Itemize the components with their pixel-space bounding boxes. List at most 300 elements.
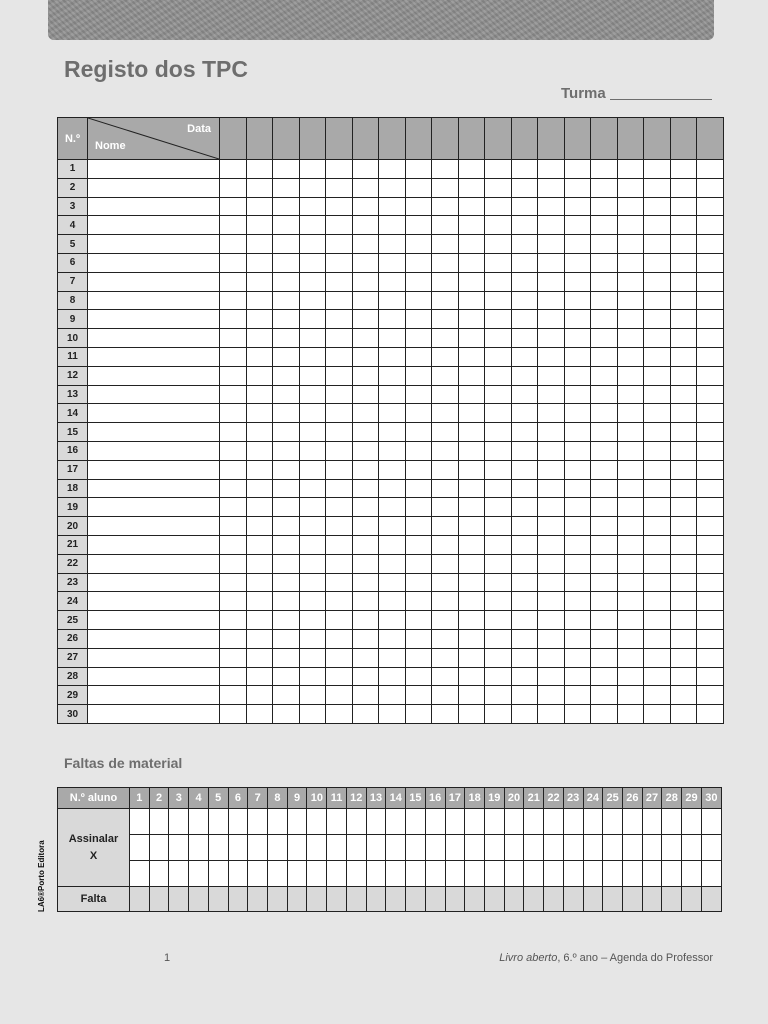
mark-cell[interactable]	[327, 835, 347, 861]
date-cell[interactable]	[299, 160, 326, 179]
date-cell[interactable]	[485, 160, 512, 179]
date-cell[interactable]	[379, 573, 406, 592]
date-cell[interactable]	[670, 253, 697, 272]
falta-cell[interactable]	[682, 887, 702, 912]
date-cell[interactable]	[273, 197, 300, 216]
date-cell[interactable]	[485, 592, 512, 611]
date-cell[interactable]	[564, 686, 591, 705]
date-cell[interactable]	[485, 573, 512, 592]
date-cell[interactable]	[220, 592, 247, 611]
mark-cell[interactable]	[544, 835, 564, 861]
date-cell[interactable]	[644, 573, 671, 592]
date-cell[interactable]	[352, 592, 379, 611]
date-cell[interactable]	[617, 479, 644, 498]
mark-cell[interactable]	[662, 861, 682, 887]
date-cell[interactable]	[511, 667, 538, 686]
date-cell[interactable]	[458, 460, 485, 479]
date-cell[interactable]	[511, 385, 538, 404]
date-column-header[interactable]	[458, 118, 485, 160]
mark-cell[interactable]	[603, 835, 623, 861]
name-cell[interactable]	[88, 385, 220, 404]
date-column-header[interactable]	[697, 118, 724, 160]
date-cell[interactable]	[326, 197, 353, 216]
date-cell[interactable]	[299, 272, 326, 291]
name-cell[interactable]	[88, 592, 220, 611]
date-cell[interactable]	[644, 686, 671, 705]
date-cell[interactable]	[352, 517, 379, 536]
date-cell[interactable]	[432, 310, 459, 329]
date-cell[interactable]	[617, 686, 644, 705]
date-cell[interactable]	[591, 197, 618, 216]
mark-cell[interactable]	[169, 809, 189, 835]
mark-cell[interactable]	[701, 861, 721, 887]
falta-cell[interactable]	[287, 887, 307, 912]
date-cell[interactable]	[591, 178, 618, 197]
date-cell[interactable]	[644, 535, 671, 554]
date-cell[interactable]	[273, 235, 300, 254]
date-cell[interactable]	[511, 253, 538, 272]
date-cell[interactable]	[246, 310, 273, 329]
mark-cell[interactable]	[130, 835, 150, 861]
date-cell[interactable]	[538, 479, 565, 498]
date-cell[interactable]	[564, 460, 591, 479]
date-cell[interactable]	[352, 535, 379, 554]
date-cell[interactable]	[511, 441, 538, 460]
date-cell[interactable]	[326, 535, 353, 554]
name-cell[interactable]	[88, 441, 220, 460]
date-column-header[interactable]	[485, 118, 512, 160]
mark-cell[interactable]	[544, 861, 564, 887]
date-cell[interactable]	[273, 460, 300, 479]
date-cell[interactable]	[458, 535, 485, 554]
date-cell[interactable]	[591, 216, 618, 235]
name-cell[interactable]	[88, 291, 220, 310]
date-cell[interactable]	[670, 441, 697, 460]
date-cell[interactable]	[564, 329, 591, 348]
mark-cell[interactable]	[524, 809, 544, 835]
date-cell[interactable]	[670, 404, 697, 423]
mark-cell[interactable]	[386, 835, 406, 861]
date-cell[interactable]	[564, 216, 591, 235]
date-cell[interactable]	[670, 235, 697, 254]
date-cell[interactable]	[644, 216, 671, 235]
date-cell[interactable]	[591, 686, 618, 705]
falta-cell[interactable]	[248, 887, 268, 912]
date-cell[interactable]	[564, 667, 591, 686]
name-cell[interactable]	[88, 197, 220, 216]
date-cell[interactable]	[352, 667, 379, 686]
date-cell[interactable]	[511, 235, 538, 254]
date-column-header[interactable]	[299, 118, 326, 160]
mark-cell[interactable]	[406, 809, 426, 835]
date-cell[interactable]	[617, 347, 644, 366]
date-cell[interactable]	[458, 404, 485, 423]
mark-cell[interactable]	[208, 861, 228, 887]
date-cell[interactable]	[405, 423, 432, 442]
date-cell[interactable]	[273, 404, 300, 423]
date-cell[interactable]	[379, 235, 406, 254]
date-cell[interactable]	[564, 573, 591, 592]
date-cell[interactable]	[511, 479, 538, 498]
date-cell[interactable]	[458, 517, 485, 536]
date-cell[interactable]	[246, 686, 273, 705]
date-cell[interactable]	[591, 554, 618, 573]
date-cell[interactable]	[432, 573, 459, 592]
date-cell[interactable]	[538, 648, 565, 667]
date-cell[interactable]	[326, 329, 353, 348]
date-cell[interactable]	[591, 479, 618, 498]
date-cell[interactable]	[511, 648, 538, 667]
date-cell[interactable]	[273, 479, 300, 498]
date-cell[interactable]	[432, 160, 459, 179]
date-cell[interactable]	[538, 592, 565, 611]
date-cell[interactable]	[246, 253, 273, 272]
date-cell[interactable]	[299, 705, 326, 724]
falta-cell[interactable]	[386, 887, 406, 912]
date-cell[interactable]	[591, 611, 618, 630]
falta-cell[interactable]	[208, 887, 228, 912]
date-cell[interactable]	[564, 160, 591, 179]
date-cell[interactable]	[273, 329, 300, 348]
date-column-header[interactable]	[405, 118, 432, 160]
date-cell[interactable]	[458, 310, 485, 329]
date-cell[interactable]	[564, 629, 591, 648]
date-cell[interactable]	[273, 272, 300, 291]
date-cell[interactable]	[485, 404, 512, 423]
date-column-header[interactable]	[432, 118, 459, 160]
date-cell[interactable]	[246, 648, 273, 667]
date-cell[interactable]	[697, 366, 724, 385]
date-cell[interactable]	[299, 366, 326, 385]
mark-cell[interactable]	[682, 809, 702, 835]
date-cell[interactable]	[644, 160, 671, 179]
date-cell[interactable]	[564, 705, 591, 724]
date-cell[interactable]	[432, 686, 459, 705]
date-cell[interactable]	[670, 460, 697, 479]
name-cell[interactable]	[88, 517, 220, 536]
date-cell[interactable]	[591, 498, 618, 517]
date-cell[interactable]	[220, 385, 247, 404]
date-cell[interactable]	[670, 178, 697, 197]
date-cell[interactable]	[326, 160, 353, 179]
date-cell[interactable]	[405, 667, 432, 686]
date-cell[interactable]	[458, 611, 485, 630]
mark-cell[interactable]	[622, 861, 642, 887]
date-cell[interactable]	[273, 366, 300, 385]
date-cell[interactable]	[246, 498, 273, 517]
date-cell[interactable]	[670, 479, 697, 498]
date-cell[interactable]	[644, 347, 671, 366]
date-cell[interactable]	[458, 272, 485, 291]
date-cell[interactable]	[246, 347, 273, 366]
date-cell[interactable]	[379, 629, 406, 648]
date-cell[interactable]	[644, 385, 671, 404]
date-cell[interactable]	[246, 535, 273, 554]
date-cell[interactable]	[432, 648, 459, 667]
date-cell[interactable]	[405, 592, 432, 611]
date-cell[interactable]	[617, 423, 644, 442]
date-cell[interactable]	[273, 291, 300, 310]
date-cell[interactable]	[220, 404, 247, 423]
date-cell[interactable]	[644, 629, 671, 648]
date-cell[interactable]	[220, 498, 247, 517]
date-cell[interactable]	[670, 629, 697, 648]
date-cell[interactable]	[564, 197, 591, 216]
date-cell[interactable]	[273, 517, 300, 536]
date-cell[interactable]	[538, 197, 565, 216]
date-cell[interactable]	[617, 535, 644, 554]
date-cell[interactable]	[352, 479, 379, 498]
date-cell[interactable]	[591, 648, 618, 667]
date-cell[interactable]	[591, 310, 618, 329]
date-cell[interactable]	[485, 197, 512, 216]
date-cell[interactable]	[697, 178, 724, 197]
date-cell[interactable]	[299, 253, 326, 272]
date-cell[interactable]	[246, 423, 273, 442]
date-cell[interactable]	[246, 216, 273, 235]
date-cell[interactable]	[511, 160, 538, 179]
falta-cell[interactable]	[484, 887, 504, 912]
date-cell[interactable]	[485, 667, 512, 686]
date-cell[interactable]	[405, 479, 432, 498]
date-cell[interactable]	[220, 479, 247, 498]
date-cell[interactable]	[591, 160, 618, 179]
date-cell[interactable]	[697, 648, 724, 667]
date-cell[interactable]	[538, 160, 565, 179]
date-cell[interactable]	[352, 648, 379, 667]
date-cell[interactable]	[432, 498, 459, 517]
falta-cell[interactable]	[307, 887, 327, 912]
date-cell[interactable]	[485, 517, 512, 536]
date-cell[interactable]	[405, 197, 432, 216]
date-cell[interactable]	[273, 629, 300, 648]
date-cell[interactable]	[617, 404, 644, 423]
date-cell[interactable]	[538, 253, 565, 272]
date-cell[interactable]	[405, 535, 432, 554]
date-cell[interactable]	[538, 272, 565, 291]
mark-cell[interactable]	[346, 835, 366, 861]
date-cell[interactable]	[379, 517, 406, 536]
date-cell[interactable]	[697, 272, 724, 291]
date-cell[interactable]	[220, 611, 247, 630]
date-cell[interactable]	[564, 423, 591, 442]
date-cell[interactable]	[485, 385, 512, 404]
name-cell[interactable]	[88, 460, 220, 479]
mark-cell[interactable]	[603, 809, 623, 835]
date-cell[interactable]	[220, 235, 247, 254]
date-cell[interactable]	[352, 310, 379, 329]
date-cell[interactable]	[511, 366, 538, 385]
falta-cell[interactable]	[524, 887, 544, 912]
falta-cell[interactable]	[662, 887, 682, 912]
date-cell[interactable]	[352, 178, 379, 197]
date-cell[interactable]	[246, 592, 273, 611]
date-cell[interactable]	[352, 423, 379, 442]
date-cell[interactable]	[697, 347, 724, 366]
date-cell[interactable]	[432, 178, 459, 197]
date-cell[interactable]	[670, 310, 697, 329]
date-column-header[interactable]	[538, 118, 565, 160]
date-cell[interactable]	[644, 329, 671, 348]
date-cell[interactable]	[246, 573, 273, 592]
falta-cell[interactable]	[544, 887, 564, 912]
date-cell[interactable]	[511, 535, 538, 554]
mark-cell[interactable]	[544, 809, 564, 835]
date-cell[interactable]	[697, 498, 724, 517]
mark-cell[interactable]	[287, 861, 307, 887]
date-cell[interactable]	[326, 611, 353, 630]
date-cell[interactable]	[220, 366, 247, 385]
date-cell[interactable]	[485, 253, 512, 272]
mark-cell[interactable]	[189, 809, 209, 835]
date-cell[interactable]	[697, 517, 724, 536]
date-cell[interactable]	[670, 705, 697, 724]
date-cell[interactable]	[299, 535, 326, 554]
date-cell[interactable]	[246, 291, 273, 310]
mark-cell[interactable]	[307, 809, 327, 835]
date-cell[interactable]	[273, 611, 300, 630]
date-cell[interactable]	[697, 216, 724, 235]
date-cell[interactable]	[697, 705, 724, 724]
date-cell[interactable]	[299, 385, 326, 404]
date-cell[interactable]	[299, 686, 326, 705]
date-cell[interactable]	[670, 535, 697, 554]
mark-cell[interactable]	[169, 861, 189, 887]
mark-cell[interactable]	[622, 809, 642, 835]
date-cell[interactable]	[220, 629, 247, 648]
date-cell[interactable]	[432, 460, 459, 479]
mark-cell[interactable]	[445, 809, 465, 835]
date-cell[interactable]	[458, 347, 485, 366]
date-cell[interactable]	[538, 667, 565, 686]
date-cell[interactable]	[432, 479, 459, 498]
date-cell[interactable]	[511, 197, 538, 216]
date-cell[interactable]	[670, 329, 697, 348]
falta-cell[interactable]	[149, 887, 169, 912]
name-cell[interactable]	[88, 423, 220, 442]
date-column-header[interactable]	[273, 118, 300, 160]
date-cell[interactable]	[273, 573, 300, 592]
mark-cell[interactable]	[642, 809, 662, 835]
date-cell[interactable]	[697, 404, 724, 423]
date-cell[interactable]	[405, 629, 432, 648]
date-cell[interactable]	[511, 592, 538, 611]
date-cell[interactable]	[697, 291, 724, 310]
date-cell[interactable]	[617, 611, 644, 630]
name-cell[interactable]	[88, 667, 220, 686]
date-cell[interactable]	[299, 404, 326, 423]
date-cell[interactable]	[352, 216, 379, 235]
date-cell[interactable]	[299, 347, 326, 366]
date-cell[interactable]	[538, 385, 565, 404]
date-cell[interactable]	[617, 272, 644, 291]
date-cell[interactable]	[273, 592, 300, 611]
date-cell[interactable]	[458, 441, 485, 460]
date-cell[interactable]	[326, 573, 353, 592]
date-cell[interactable]	[220, 648, 247, 667]
date-cell[interactable]	[246, 178, 273, 197]
mark-cell[interactable]	[583, 809, 603, 835]
mark-cell[interactable]	[248, 835, 268, 861]
date-cell[interactable]	[617, 648, 644, 667]
name-cell[interactable]	[88, 347, 220, 366]
name-cell[interactable]	[88, 554, 220, 573]
mark-cell[interactable]	[484, 809, 504, 835]
date-cell[interactable]	[299, 554, 326, 573]
name-cell[interactable]	[88, 329, 220, 348]
date-cell[interactable]	[352, 686, 379, 705]
date-cell[interactable]	[617, 291, 644, 310]
date-cell[interactable]	[511, 554, 538, 573]
date-cell[interactable]	[591, 347, 618, 366]
date-cell[interactable]	[538, 366, 565, 385]
date-cell[interactable]	[299, 517, 326, 536]
date-cell[interactable]	[485, 310, 512, 329]
date-cell[interactable]	[538, 347, 565, 366]
date-cell[interactable]	[591, 667, 618, 686]
date-cell[interactable]	[458, 498, 485, 517]
date-cell[interactable]	[617, 554, 644, 573]
date-cell[interactable]	[352, 385, 379, 404]
falta-cell[interactable]	[622, 887, 642, 912]
date-cell[interactable]	[564, 347, 591, 366]
date-cell[interactable]	[644, 648, 671, 667]
date-cell[interactable]	[273, 385, 300, 404]
date-cell[interactable]	[352, 573, 379, 592]
date-cell[interactable]	[670, 197, 697, 216]
mark-cell[interactable]	[465, 809, 485, 835]
date-cell[interactable]	[564, 310, 591, 329]
date-cell[interactable]	[246, 667, 273, 686]
date-cell[interactable]	[485, 460, 512, 479]
date-cell[interactable]	[644, 253, 671, 272]
date-cell[interactable]	[352, 197, 379, 216]
date-cell[interactable]	[591, 705, 618, 724]
mark-cell[interactable]	[662, 835, 682, 861]
date-cell[interactable]	[432, 517, 459, 536]
date-cell[interactable]	[379, 216, 406, 235]
date-cell[interactable]	[617, 160, 644, 179]
date-cell[interactable]	[246, 629, 273, 648]
date-cell[interactable]	[220, 667, 247, 686]
date-cell[interactable]	[697, 253, 724, 272]
date-cell[interactable]	[697, 592, 724, 611]
date-cell[interactable]	[299, 423, 326, 442]
date-cell[interactable]	[670, 366, 697, 385]
date-cell[interactable]	[697, 441, 724, 460]
date-column-header[interactable]	[591, 118, 618, 160]
date-cell[interactable]	[379, 592, 406, 611]
date-cell[interactable]	[379, 498, 406, 517]
mark-cell[interactable]	[307, 835, 327, 861]
mark-cell[interactable]	[524, 861, 544, 887]
date-cell[interactable]	[273, 178, 300, 197]
date-cell[interactable]	[538, 404, 565, 423]
mark-cell[interactable]	[268, 809, 288, 835]
date-cell[interactable]	[511, 329, 538, 348]
date-cell[interactable]	[220, 517, 247, 536]
date-cell[interactable]	[485, 329, 512, 348]
date-cell[interactable]	[246, 385, 273, 404]
date-cell[interactable]	[246, 611, 273, 630]
date-cell[interactable]	[220, 197, 247, 216]
date-cell[interactable]	[591, 423, 618, 442]
date-cell[interactable]	[485, 535, 512, 554]
date-cell[interactable]	[273, 648, 300, 667]
date-column-header[interactable]	[352, 118, 379, 160]
date-cell[interactable]	[246, 329, 273, 348]
date-cell[interactable]	[697, 629, 724, 648]
